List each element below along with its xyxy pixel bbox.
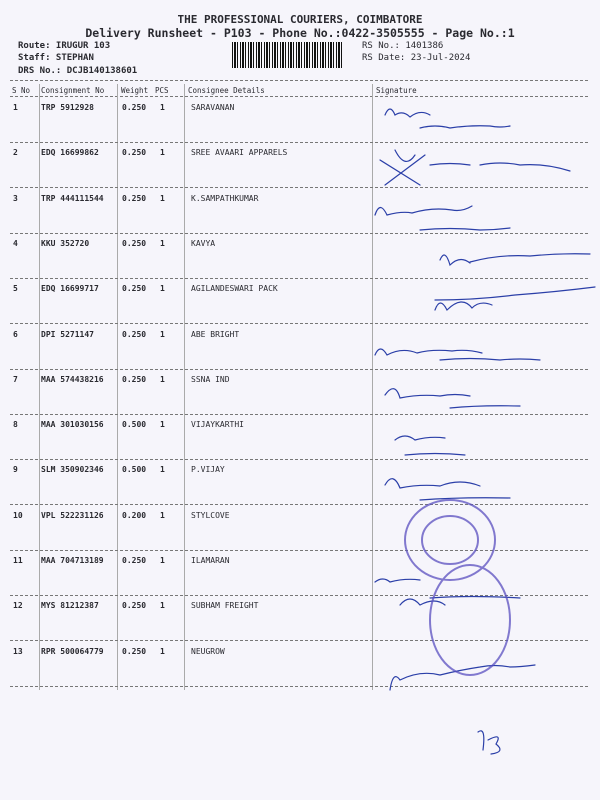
drs-number: DRS No.: DCJB140138601 [18, 66, 138, 76]
table-cell-wt: 0.200 [122, 510, 147, 520]
table-cell-pcs: 1 [160, 465, 165, 475]
table-cell-pcs: 1 [160, 374, 165, 384]
table-cell-pcs: 1 [160, 646, 165, 656]
table-cell-wt: 0.250 [122, 238, 147, 248]
table-cell-wt: 0.250 [122, 284, 147, 294]
table-cell-sno: 9 [13, 465, 18, 475]
table-cell-pcs: 1 [160, 103, 165, 112]
table-cell-sno: 6 [13, 329, 18, 339]
table-cell-wt: 0.250 [122, 103, 147, 112]
table-cell-pcs: 1 [160, 556, 165, 565]
table-cell-wt: 0.250 [122, 374, 147, 384]
table-cell-pcs: 1 [160, 148, 165, 158]
table-cell-wt: 0.250 [122, 556, 147, 565]
table-cell-name: VIJAYKARTHI [191, 420, 244, 430]
table-cell-wt: 0.250 [122, 646, 147, 656]
table-cell-cn: MAA 574438216 [41, 374, 104, 384]
route: Route: IRUGUR 103 [18, 41, 111, 51]
header-weight: Weight [121, 86, 149, 95]
table-cell-sno: 4 [13, 238, 18, 248]
table-cell-cn: RPR 500064779 [41, 646, 104, 656]
table-cell-wt: 0.250 [122, 148, 147, 158]
table-cell-wt: 0.500 [122, 420, 147, 430]
table-cell-sno: 8 [13, 420, 18, 430]
table-cell-cn: EDQ 16699717 [41, 284, 99, 294]
table-cell-sno: 2 [13, 148, 18, 158]
company-title: THE PROFESSIONAL COURIERS, COIMBATORE [177, 13, 423, 26]
table-cell-cn: TRP 444111544 [41, 193, 104, 203]
rs-date: RS Date: 23-Jul-2024 [362, 53, 471, 63]
table-cell-pcs: 1 [160, 601, 165, 611]
table-cell-name: KAVYA [191, 238, 216, 248]
header-consignee: Consignee Details [188, 86, 265, 95]
table-cell-wt: 0.250 [122, 329, 147, 339]
table-cell-cn: KKU 352720 [41, 238, 90, 248]
table-cell-name: SARAVANAN [191, 103, 235, 112]
table-cell-cn: TRP 5912928 [41, 103, 94, 112]
table-cell-sno: 13 [13, 646, 23, 656]
table-cell-cn: DPI 5271147 [41, 329, 94, 339]
table-cell-name: SREE AVAARI APPARELS [191, 148, 288, 158]
table-cell-name: AGILANDESWARI PACK [191, 284, 278, 294]
table-cell-name: P.VIJAY [191, 465, 225, 475]
table-cell-sno: 1 [13, 103, 18, 112]
table-cell-cn: MAA 704713189 [41, 556, 104, 565]
table-cell-sno: 5 [13, 284, 18, 294]
table-cell-sno: 11 [13, 556, 23, 565]
table-cell-cn: EDQ 16699862 [41, 148, 99, 158]
rs-number: RS No.: 1401386 [362, 41, 444, 51]
table-cell-name: SSNA IND [191, 374, 230, 384]
table-cell-pcs: 1 [160, 238, 165, 248]
runsheet-subtitle: Delivery Runsheet - P103 - Phone No.:0422-3505555 - Page No.:1 [85, 26, 515, 40]
table-cell-wt: 0.250 [122, 601, 147, 611]
table-cell-name: K.SAMPATHKUMAR [191, 193, 259, 203]
table-cell-sno: 10 [13, 510, 23, 520]
table-cell-cn: MAA 301030156 [41, 420, 104, 430]
table-cell-name: SUBHAM FREIGHT [191, 601, 259, 611]
header-consignment: Consignment No [41, 86, 105, 95]
table-cell-sno: 3 [13, 193, 18, 203]
table-cell-name: ABE BRIGHT [191, 329, 240, 339]
table-cell-name: ILAMARAN [191, 556, 230, 565]
table-cell-pcs: 1 [160, 510, 165, 520]
table-cell-cn: SLM 350902346 [41, 465, 104, 475]
table-cell-sno: 12 [13, 601, 23, 611]
table-cell-wt: 0.250 [122, 193, 147, 203]
table-cell-name: STYLCOVE [191, 510, 230, 520]
table-cell-sno: 7 [13, 374, 18, 384]
table-cell-pcs: 1 [160, 329, 165, 339]
table-cell-pcs: 1 [160, 420, 165, 430]
table-cell-name: NEUGROW [191, 646, 225, 656]
header-pcs: PCS [155, 86, 169, 95]
table-cell-pcs: 1 [160, 193, 165, 203]
table-cell-cn: MYS 81212387 [41, 601, 99, 611]
staff: Staff: STEPHAN [18, 53, 94, 63]
header-signature: Signature [376, 86, 417, 95]
table-cell-wt: 0.500 [122, 465, 147, 475]
table-cell-cn: VPL 522231126 [41, 510, 104, 520]
header-sno: S No [12, 86, 31, 95]
table-cell-pcs: 1 [160, 284, 165, 294]
